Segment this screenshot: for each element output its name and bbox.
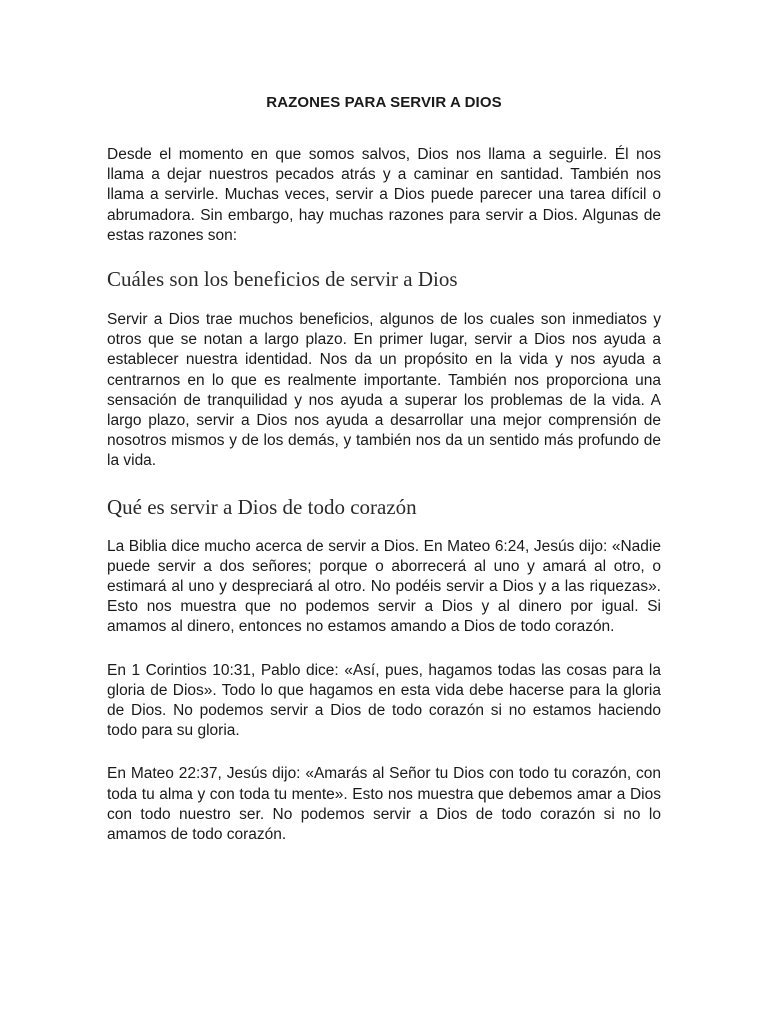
section-paragraph: Servir a Dios trae muchos beneficios, algunos de los cuales son inmediatos y otros que se notan a largo plazo. En primer lugar, servir a Dios nos ayuda a establecer nuestra identidad. Nos da un propósito en la vida y nos ayuda a centrarnos en lo que es realmente importante. También nos proporciona una sensación de tranquilidad y nos ayuda a superar los problemas de la vida. A largo plazo, servir a Dios nos ayuda a desarrollar una mejor comprensión de nosotros mismos y de los demás, y también nos da un sentido más profundo de la vida. <box>107 311 661 470</box>
section-heading-beneficios: Cuáles son los beneficios de servir a Dios <box>107 267 458 292</box>
intro-paragraph: Desde el momento en que somos salvos, Dios nos llama a seguirle. Él nos llama a dejar nuestros pecados atrás y a caminar en santidad. También nos llama a servirle. Muchas veces, servir a Dios puede parecer una tarea difícil o abrumadora. Sin embargo, hay muchas razones para servir a Dios. Algunas de estas razones son: <box>107 146 661 244</box>
document-title: RAZONES PARA SERVIR A DIOS <box>266 94 502 111</box>
section-paragraph: En 1 Corintios 10:31, Pablo dice: «Así, pues, hagamos todas las cosas para la gloria de Dios». Todo lo que hagamos en esta vida debe hacerse para la gloria de Dios. No podemos servir a Dios de todo corazón si no estamos haciendo todo para su gloria. <box>107 661 661 740</box>
document-page <box>107 94 661 845</box>
section-heading-corazon: Qué es servir a Dios de todo corazón <box>107 494 417 519</box>
section-paragraph: La Biblia dice mucho acerca de servir a Dios. En Mateo 6:24, Jesús dijo: «Nadie puede servir a dos señores; porque o aborrecerá al uno y amará al otro, o estimará al uno y despreciará al otro. No podéis servir a Dios y a las riquezas». Esto nos muestra que no podemos servir a Dios y al dinero por igual. Si amamos al dinero, entonces no estamos amando a Dios de todo corazón. <box>107 537 661 636</box>
section-paragraph: En Mateo 22:37, Jesús dijo: «Amarás al Señor tu Dios con todo tu corazón, con toda tu alma y con toda tu mente». Esto nos muestra que debemos amar a Dios con todo nuestro ser. No podemos servir a Dios de todo corazón si no lo amamos de todo corazón. <box>107 765 661 844</box>
